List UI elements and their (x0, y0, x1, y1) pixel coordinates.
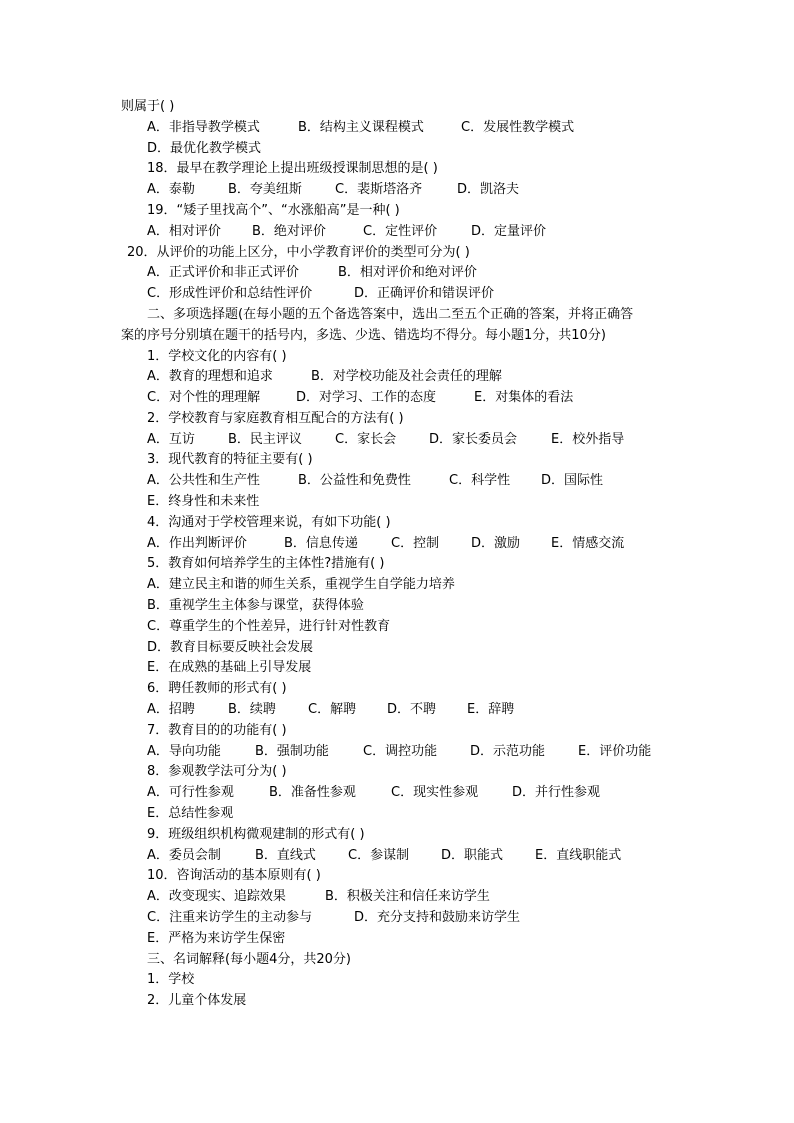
answer-option: C．参谋制 (348, 848, 410, 863)
answer-option: A．可行性参观 (147, 785, 234, 800)
answer-option: A．相对评价 (147, 224, 221, 239)
answer-option: C．控制 (391, 536, 440, 551)
text-line: E．终身性和未来性 (147, 494, 260, 509)
answer-option: A．非指导教学模式 (147, 120, 260, 135)
answer-option: C．发展性教学模式 (461, 120, 575, 135)
answer-option: E．情感交流 (551, 536, 625, 551)
text-line: E．严格为来访学生保密 (147, 931, 286, 946)
text-line: 19．“矮子里找高个”、“水涨船高”是一种( ) (147, 203, 400, 218)
text-line: 4．沟通对于学校管理来说，有如下功能( ) (147, 515, 391, 530)
text-line: E．在成熟的基础上引导发展 (147, 660, 312, 675)
text-line: 2．学校教育与家庭教育相互配合的方法有( ) (147, 411, 404, 426)
answer-option: B．对学校功能及社会责任的理解 (311, 369, 502, 384)
answer-option: A．正式评价和非正式评价 (147, 265, 299, 280)
text-line: 8．参观教学法可分为( ) (147, 764, 287, 779)
answer-option: D．国际性 (541, 473, 604, 488)
answer-option: C．解聘 (308, 702, 357, 717)
answer-option: A．导向功能 (147, 744, 221, 759)
answer-option: A．招聘 (147, 702, 195, 717)
answer-option: A．互访 (147, 432, 195, 447)
answer-option: C．注重来访学生的主动参与 (147, 910, 313, 925)
answer-option: E．直线职能式 (535, 848, 622, 863)
text-line: 1．学校 (147, 972, 195, 987)
answer-option: C．定性评价 (363, 224, 438, 239)
answer-option: B．民主评议 (228, 432, 302, 447)
answer-option: E．校外指导 (551, 432, 625, 447)
answer-option: D．对学习、工作的态度 (296, 390, 437, 405)
text-line: 2．儿童个体发展 (147, 993, 247, 1008)
answer-option: D．凯洛夫 (457, 182, 520, 197)
answer-option: D．不聘 (387, 702, 437, 717)
answer-option: D．示范功能 (470, 744, 546, 759)
text-line: 三、名词解释(每小题4分，共20分) (147, 952, 351, 967)
answer-option: B．公益性和免费性 (298, 473, 411, 488)
answer-option: B．绝对评价 (252, 224, 326, 239)
answer-option: D．激励 (471, 536, 521, 551)
answer-option: A．改变现实、追踪效果 (147, 889, 286, 904)
answer-option: B．信息传递 (284, 536, 358, 551)
answer-option: A．委员会制 (147, 848, 221, 863)
text-line: 案的序号分别填在题干的括号内，多选、少选、错选均不得分。每小题1分，共10分) (121, 328, 606, 343)
answer-option: C．科学性 (449, 473, 511, 488)
answer-option: B．夸美纽斯 (228, 182, 302, 197)
answer-option: B．直线式 (255, 848, 316, 863)
text-line: 二、多项选择题(在每小题的五个备选答案中，选出二至五个正确的答案，并将正确答 (147, 307, 634, 322)
answer-option: D．定量评价 (471, 224, 547, 239)
text-line: D．最优化教学模式 (147, 141, 262, 156)
answer-option: E．辞聘 (467, 702, 515, 717)
answer-option: B．续聘 (228, 702, 276, 717)
answer-option: C．裴斯塔洛齐 (335, 182, 423, 197)
answer-option: D．并行性参观 (512, 785, 601, 800)
answer-option: B．结构主义课程模式 (298, 120, 424, 135)
text-line: E．总结性参观 (147, 806, 234, 821)
answer-option: B．强制功能 (255, 744, 329, 759)
answer-option: D．家长委员会 (429, 432, 518, 447)
answer-option: A．作出判断评价 (147, 536, 247, 551)
text-line: 5．教育如何培养学生的主体性?措施有( ) (147, 556, 385, 571)
answer-option: D．充分支持和鼓励来访学生 (354, 910, 521, 925)
answer-option: A．泰勒 (147, 182, 195, 197)
answer-option: B．相对评价和绝对评价 (338, 265, 477, 280)
answer-option: B．积极关注和信任来访学生 (325, 889, 490, 904)
answer-option: D．正确评价和错误评价 (354, 286, 495, 301)
text-line: 1．学校文化的内容有( ) (147, 349, 287, 364)
text-line: A．建立民主和谐的师生关系，重视学生自学能力培养 (147, 577, 455, 592)
text-line: 3．现代教育的特征主要有( ) (147, 452, 313, 467)
text-line: C．尊重学生的个性差异，进行针对性教育 (147, 619, 391, 634)
text-line: 18．最早在教学理论上提出班级授课制思想的是( ) (147, 161, 438, 176)
text-line: D．教育目标要反映社会发展 (147, 640, 314, 655)
answer-option: C．对个性的理理解 (147, 390, 261, 405)
text-line: 6．聘任教师的形式有( ) (147, 681, 287, 696)
answer-option: B．准备性参观 (269, 785, 356, 800)
answer-option: C．形成性评价和总结性评价 (147, 286, 313, 301)
answer-option: A．公共性和生产性 (147, 473, 260, 488)
answer-option: C．家长会 (335, 432, 397, 447)
answer-option: D．职能式 (441, 848, 504, 863)
text-line: B．重视学生主体参与课堂，获得体验 (147, 598, 364, 613)
text-line: 20．从评价的功能上区分，中小学教育评价的类型可分为( ) (127, 245, 470, 260)
answer-option: E．对集体的看法 (474, 390, 574, 405)
answer-option: C．调控功能 (363, 744, 438, 759)
answer-option: A．教育的理想和追求 (147, 369, 273, 384)
text-line: 则属于( ) (121, 99, 175, 114)
text-line: 9．班级组织机构微观建制的形式有( ) (147, 827, 365, 842)
text-line: 10．咨询活动的基本原则有( ) (147, 868, 321, 883)
text-line: 7．教育目的的功能有( ) (147, 723, 287, 738)
answer-option: C．现实性参观 (391, 785, 479, 800)
answer-option: E．评价功能 (578, 744, 652, 759)
